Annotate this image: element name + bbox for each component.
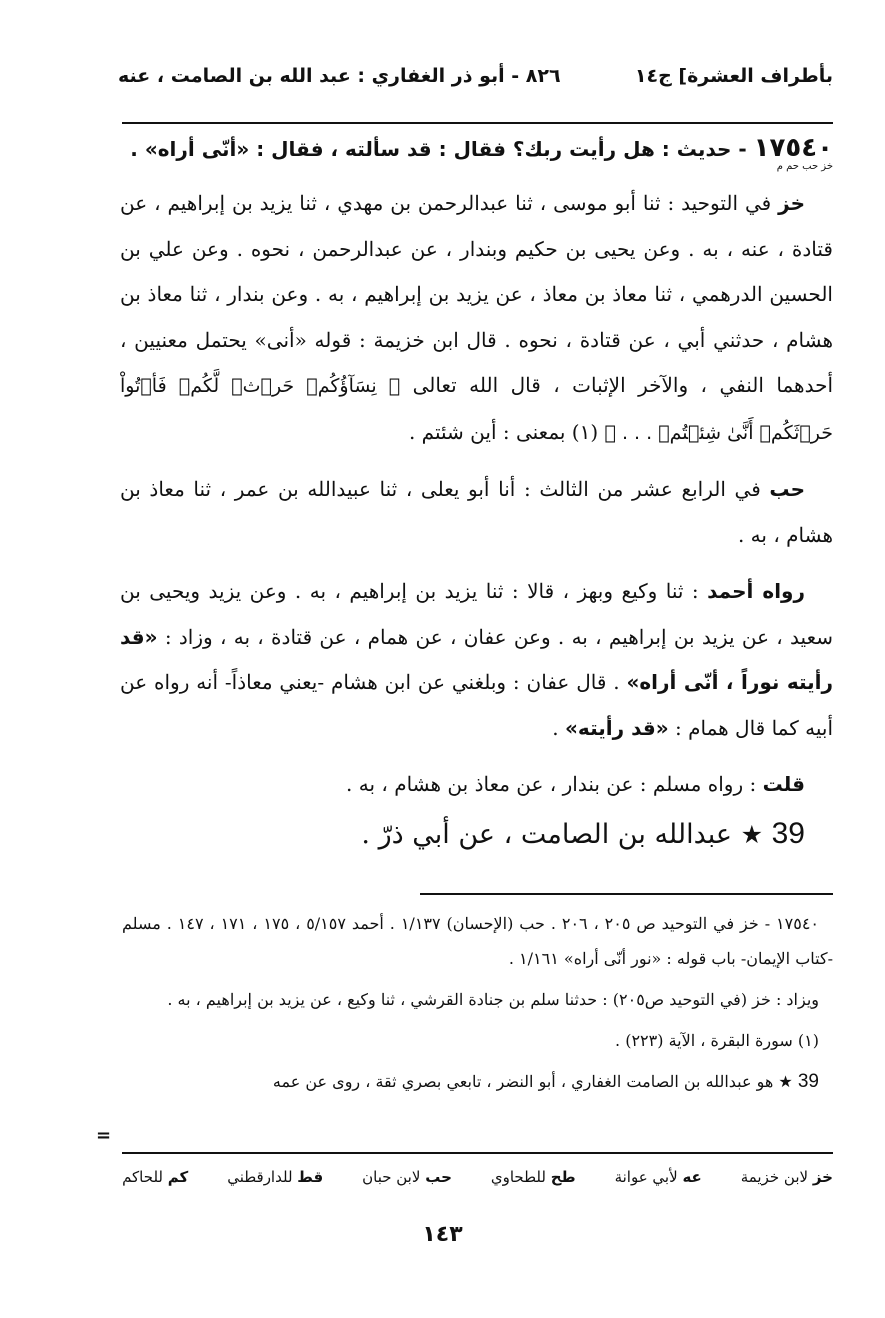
footnote-text: هو عبدالله بن الصامت الغفاري ، أبو النضر ، تابعي بصري ثقة ، روى عن عمه	[272, 1072, 774, 1091]
paragraph-text: في التوحيد : ثنا أبو موسى ، ثنا عبدالرحمن بن مهدي ، ثنا يزيد بن إبراهيم ، عن قتادة ، عنه ، به . وعن يحيى بن حكيم وبندار ، عن عبدالرحمن ، نحوه . وعن علي بن الحسين الدرهمي ، ثنا معاذ بن معاذ ، عن يزيد بن إبراهيم ، به . وعن بندار ، ثنا معاذ بن هشام ، حدثني أبي ، عن قتادة ، نحوه . قال ابن خزيمة : قوله «أنى» يحتمل معنيين ، أحدهما النفي ، والآخر الإثبات ، قال الله تعالى	[120, 191, 834, 397]
hadith-number: ١٧٥٤٠	[753, 133, 833, 163]
abbreviation-code: كم	[167, 1168, 189, 1186]
paragraph-tail: . قال عفان : وبلغني عن ابن هشام -يعني معاذاً- أنه رواه عن أبيه كما قال همام :	[120, 670, 833, 740]
star-icon: ★	[740, 819, 764, 849]
paragraph-ibn-hibban	[120, 467, 833, 558]
abbreviation-code: طح	[550, 1168, 576, 1186]
footer-rule	[122, 1152, 833, 1154]
chapter-title: عبدالله بن الصامت ، عن أبي ذرّ .	[361, 818, 733, 850]
abbreviation-code: خز	[812, 1168, 833, 1186]
abbreviation-item	[122, 1168, 188, 1186]
paragraph-ahmad	[120, 569, 833, 751]
hadith-heading	[120, 130, 833, 167]
paragraph-note	[120, 762, 833, 808]
paragraph-end: .	[552, 715, 559, 740]
paragraph-text: : رواه مسلم : عن بندار ، عن معاذ بن هشام ، به .	[346, 772, 757, 796]
footnote-sources: ١٧٥٤٠ - خز في التوحيد ص ٢٠٥ ، ٢٠٦ . حب (الإحسان) ١/١٣٧ . أحمد ٥/١٥٧ ، ١٧٥ ، ١٧١ ، ١٤٧ . مسلم -كتاب الإيمان- باب قوله : «نور أنّى أراه» ١/١٦١ .	[122, 914, 833, 968]
abbreviation-key	[122, 1160, 833, 1194]
footnote-narrator	[122, 1064, 833, 1099]
paragraph-text: : ثنا وكيع وبهز ، قالا : ثنا يزيد بن إبراهيم ، به . وعن يزيد ويحيى بن سعيد ، عن يزيد بن إبراهيم ، به . وعن عفان ، عن همام ، عن قتادة ، به ، وزاد :	[120, 579, 833, 649]
main-text	[120, 130, 833, 857]
source-code: حب	[769, 477, 806, 501]
header-rule	[122, 122, 833, 124]
footnote-quran-ref: (١) سورة البقرة ، الآية (٢٢٣) .	[615, 1031, 819, 1050]
running-head-left: ٨٢٦ - أبو ذر الغفاري : عبد الله بن الصامت ، عنه	[118, 65, 561, 87]
footnotes	[122, 906, 833, 1105]
footnote-chapter-number: 39	[797, 1071, 819, 1092]
abbreviation-item	[362, 1168, 452, 1186]
footnote-rule	[420, 893, 833, 895]
abbreviation-item	[227, 1168, 323, 1186]
abbreviation-name: للدارقطني	[227, 1168, 293, 1186]
abbreviation-code: قط	[297, 1168, 324, 1186]
abbreviation-name: لابن حبان	[362, 1168, 421, 1186]
source-code: خز	[778, 191, 805, 215]
quoted-text: «قد رأيته نوراً ، أنّى أراه»	[120, 624, 834, 694]
chapter-heading	[120, 812, 833, 857]
abbreviation-code: عه	[682, 1168, 702, 1186]
star-icon: ★	[778, 1072, 793, 1091]
hadith-sigla: خز حب حم م	[776, 161, 833, 172]
abbreviation-item	[741, 1168, 833, 1186]
hadith-text: - حديث : هل رأيت ربك؟ فقال : قد سألته ، فقال : «أنّى أراه» .	[130, 137, 747, 161]
chapter-number: 39	[771, 816, 805, 850]
abbreviation-name: للحاكم	[122, 1168, 163, 1186]
source-code: قلت	[762, 772, 805, 796]
abbreviation-item	[491, 1168, 576, 1186]
footnote-addition: ويزاد : خز (في التوحيد ص٢٠٥) : حدثنا سلم بن جنادة القرشي ، ثنا وكيع ، عن يزيد بن إبراهيم ، به .	[167, 990, 819, 1009]
page-number: ١٤٣	[422, 1222, 463, 1247]
abbreviation-name: لابن خزيمة	[740, 1168, 809, 1186]
source-code: رواه أحمد	[707, 579, 806, 603]
abbreviation-name: للطحاوي	[490, 1168, 546, 1186]
paragraph-text: في الرابع عشر من الثالث : أنا أبو يعلى ، ثنا عبيدالله بن عمر ، ثنا معاذ بن هشام ، به .	[120, 477, 833, 547]
quoted-text: «قد رأيته»	[565, 715, 669, 740]
abbreviation-name: لأبي عوانة	[614, 1168, 678, 1186]
paragraph-tail: (١) بمعنى : أين شئتم .	[408, 419, 599, 444]
continuation-mark: =	[96, 1125, 112, 1146]
paragraph-ibn-khuzayma	[120, 181, 833, 456]
running-head	[118, 58, 833, 94]
abbreviation-item	[615, 1168, 702, 1186]
running-head-right: بأطراف العشرة] ج١٤	[634, 65, 833, 87]
quran-verse: ﴿ نِسَآؤُكُمۡ حَرۡثٞ لَّكُمۡ فَأۡتُواْ حَرۡثَكُمۡ أَنَّىٰ شِئۡتُمۡ . . . ﴾	[120, 375, 833, 444]
abbreviation-code: حب	[425, 1168, 452, 1186]
